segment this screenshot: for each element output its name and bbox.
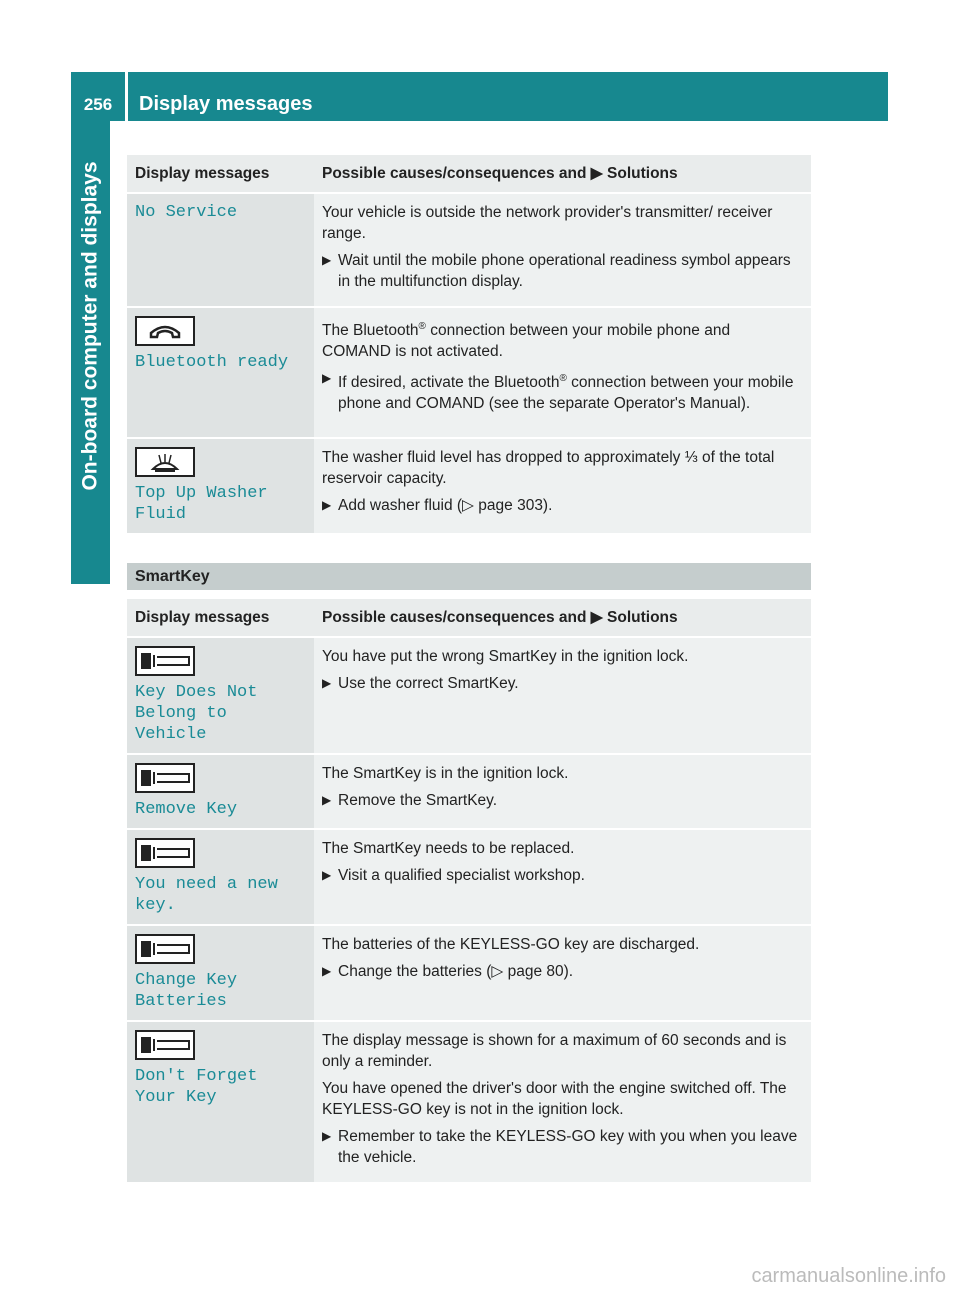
cause-cell (314, 754, 811, 829)
bullet-arrow-icon: ▶ (322, 253, 332, 267)
message-cell (127, 754, 314, 829)
message-text: Top Up Washer Fluid (135, 484, 268, 524)
message-text: Remove Key (135, 800, 238, 819)
message-cell (127, 637, 314, 754)
side-tab-label-wrap (71, 121, 110, 531)
message-text: Key Does Not Belong to Vehicle (135, 683, 258, 744)
message-text: No Service (135, 203, 238, 222)
column-header-causes: Possible causes/consequences and ▶ Solutions (314, 155, 811, 193)
message-cell (127, 829, 314, 925)
cause-cell (314, 193, 811, 307)
key-icon (135, 934, 195, 964)
table-header-row (127, 155, 811, 193)
solution-item: ▶ Remove the SmartKey. (322, 792, 498, 809)
play-arrow-icon: ▶ (590, 165, 603, 182)
table-row (127, 307, 811, 438)
bullet-arrow-icon: ▶ (322, 371, 332, 386)
solution-item: ▶ Visit a qualified specialist workshop. (322, 867, 585, 884)
column-header-causes: Possible causes/consequences and ▶ Solutions (314, 599, 811, 637)
page-title: Display messages (139, 93, 313, 115)
message-text: You need a new key. (135, 875, 278, 915)
key-icon (135, 763, 195, 793)
column-header-messages: Display messages (127, 599, 314, 637)
key-icon (135, 838, 195, 868)
cause-cell (314, 438, 811, 533)
section-title: SmartKey (135, 568, 210, 585)
header-divider (125, 72, 128, 121)
key-icon (135, 646, 195, 676)
cause-cell (314, 829, 811, 925)
bullet-arrow-icon: ▶ (322, 498, 332, 512)
cause-cell (314, 925, 811, 1021)
message-text: Change Key Batteries (135, 971, 238, 1011)
cause-text: The SmartKey needs to be replaced. (322, 840, 575, 857)
cause-text: The batteries of the KEYLESS-GO key are discharged. (322, 936, 700, 953)
column-header-messages: Display messages (127, 155, 314, 193)
message-cell (127, 925, 314, 1021)
bullet-arrow-icon: ▶ (322, 868, 332, 882)
cause-cell (314, 637, 811, 754)
key-icon (135, 1030, 195, 1060)
side-tab-label: On-board computer and displays (78, 161, 102, 491)
table-row (127, 193, 811, 307)
table-row (127, 829, 811, 925)
solution-item: ▶ If desired, activate the Bluetooth® connection between your mobile phone and COMAND (see the separate Operator's Manual). (322, 368, 803, 414)
solution-item: ▶ Remember to take the KEYLESS-GO key with you when you leave the vehicle. (322, 1128, 798, 1166)
bullet-arrow-icon: ▶ (322, 964, 332, 978)
cause-text: The SmartKey is in the ignition lock. (322, 765, 569, 782)
phone-icon (135, 316, 195, 346)
cause-text: The washer fluid level has dropped to approximately ⅓ of the total reservoir capacity. (322, 449, 775, 487)
cause-cell (314, 1021, 811, 1182)
section-bar (127, 563, 811, 590)
washer-icon (135, 447, 195, 477)
table-row (127, 1021, 811, 1182)
message-cell (127, 307, 314, 438)
message-text: Don't Forget Your Key (135, 1067, 258, 1107)
bullet-arrow-icon: ▶ (322, 676, 332, 690)
smartkey-table (127, 599, 811, 1182)
display-messages-table (127, 155, 811, 533)
solution-item: ▶ Change the batteries (▷ page 80). (322, 963, 574, 980)
play-arrow-icon: ▶ (590, 609, 603, 626)
table-row (127, 637, 811, 754)
solution-item: ▶ Wait until the mobile phone operational readiness symbol appears in the multifunction display. (322, 252, 791, 290)
message-text: Bluetooth ready (135, 353, 289, 372)
watermark: carmanualsonline.info (751, 1265, 946, 1287)
page-number: 256 (83, 95, 113, 114)
solution-item: ▶ Add washer fluid (▷ page 303). (322, 497, 553, 514)
cause-text: Your vehicle is outside the network provider's transmitter/ receiver range. (322, 204, 773, 242)
solution-item: ▶ Use the correct SmartKey. (322, 675, 519, 692)
cause-text: You have put the wrong SmartKey in the ignition lock. (322, 648, 689, 665)
cause-cell (314, 307, 811, 438)
message-cell (127, 1021, 314, 1182)
message-cell (127, 438, 314, 533)
table-row (127, 438, 811, 533)
bullet-arrow-icon: ▶ (322, 1129, 332, 1143)
message-cell (127, 193, 314, 307)
bullet-arrow-icon: ▶ (322, 793, 332, 807)
table-row (127, 925, 811, 1021)
table-row (127, 754, 811, 829)
cause-text: The Bluetooth® connection between your mobile phone and COMAND is not activated. (322, 321, 731, 361)
cause-text: The display message is shown for a maximum of 60 seconds and is only a reminder. (322, 1032, 787, 1070)
cause-text: You have opened the driver's door with the engine switched off. The KEYLESS-GO key is not in the ignition lock. (322, 1080, 787, 1118)
table-header-row (127, 599, 811, 637)
